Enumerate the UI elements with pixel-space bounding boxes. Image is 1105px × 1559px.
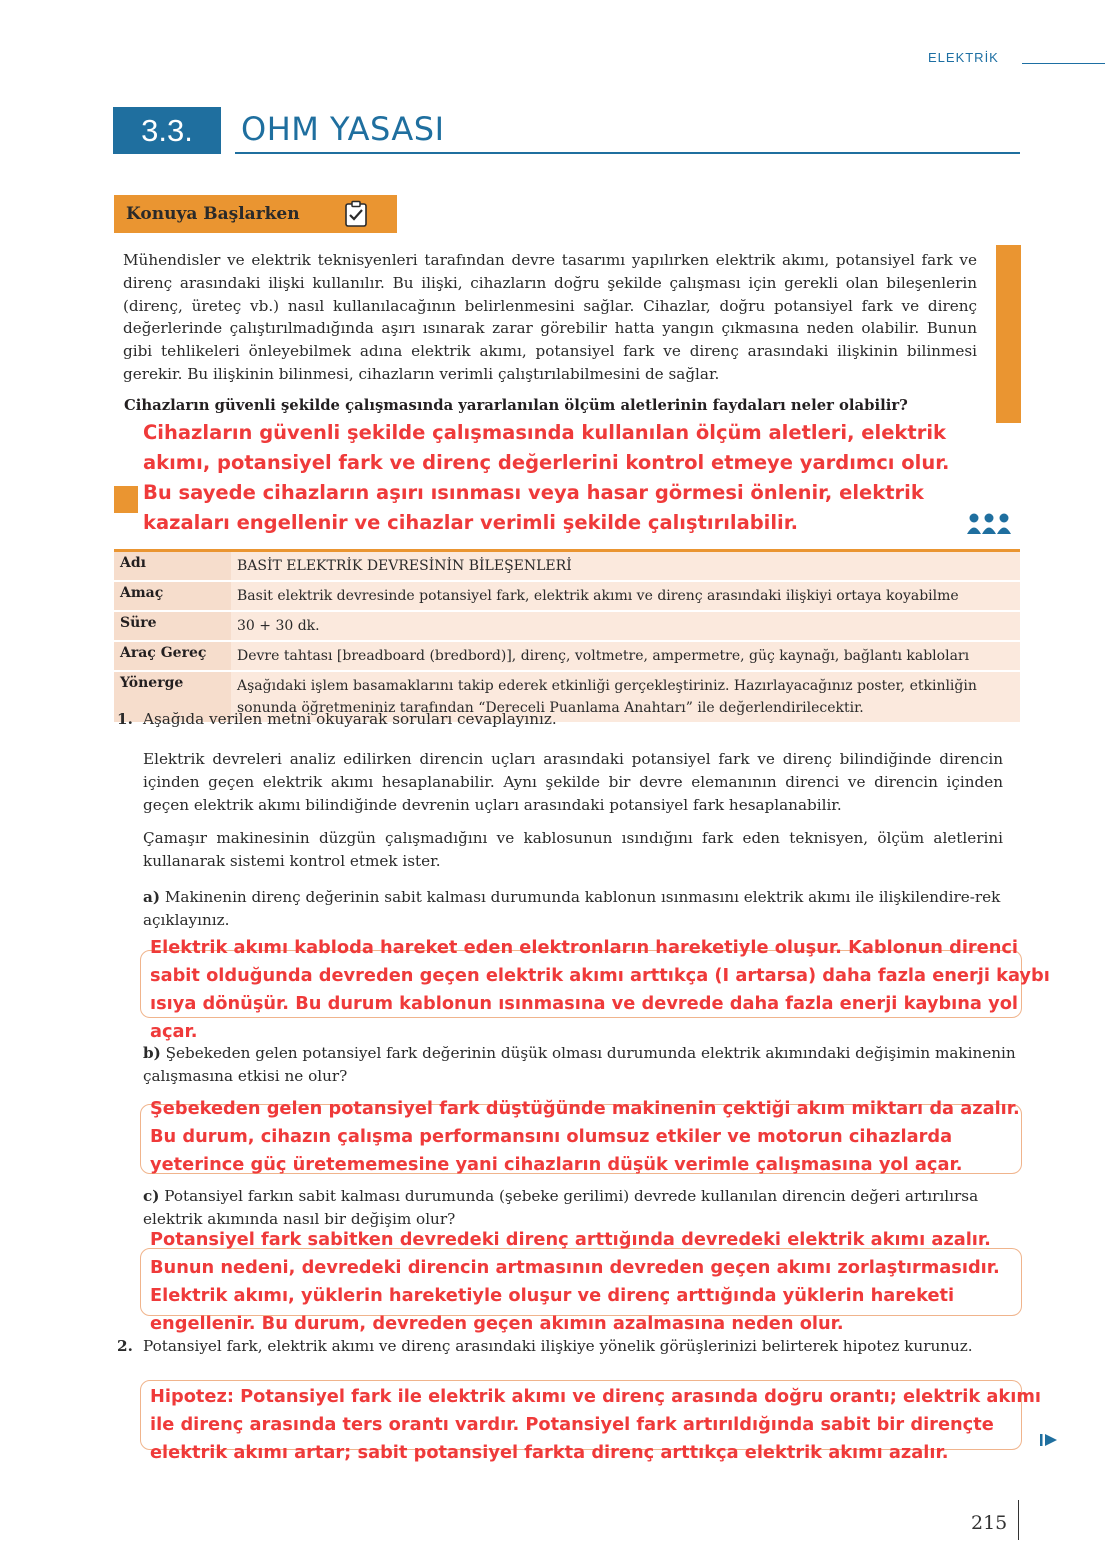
answer-a: Elektrik akımı kabloda hareket eden elektronların hareketiyle oluşur. Kablonun direnci sabit olduğunda devreden geçen elektrik akımı arttıkça (I artarsa) daha fazla enerji kaybı ısıya dönüşür. Bu durum kablonun ısınmasına ve devrede daha fazla enerji kaybına yol açar. [150, 937, 1050, 1042]
item-1-text: Elektrik devreleri analiz edilirken direncin uçları arasındaki potansiyel fark ve direnç bilindiğinde direncin içinden geçen elektrik akımı hesaplanabilir. Aynı şekilde bir devre elemanının direnci ve direncin içinden geçen elektrik akımı bilindiğinde devrenin uçları arasındaki potansiyel fark hesaplanabilir. [143, 750, 1003, 814]
page-number-rule [1018, 1500, 1019, 1540]
question-c-text: Potansiyel farkın sabit kalması durumunda (şebeke gerilimi) devrede kullanılan direncin değeri artırılırsa elektrik akımında nasıl bir değişim olur? [143, 1187, 979, 1228]
table-value: 30 + 30 dk. [231, 611, 1020, 641]
table-key: Amaç [114, 581, 231, 611]
table-value: Basit elektrik devresinde potansiyel fark, elektrik akımı ve direnç arasındaki ilişkiyi ortaya koyabilme [231, 581, 1020, 611]
activity-marker [114, 486, 138, 513]
item-2-instruction: Potansiyel fark, elektrik akımı ve direnç arasındaki ilişkiye yönelik görüşlerinizi belirterek hipotez kurunuz. [143, 1337, 973, 1355]
intro-banner-label: Konuya Başlarken [126, 204, 300, 224]
section-title: OHM YASASI [241, 110, 445, 148]
question-a-label: a) [143, 888, 161, 906]
running-head: ELEKTRİK [928, 50, 999, 65]
activity-table [114, 549, 1020, 724]
intro-answer: Cihazların güvenli şekilde çalışmasında kullanılan ölçüm aletleri, elektrik akımı, potansiyel fark ve direnç değerlerini kontrol etmeye yardımcı olur. Bu sayede cihazların aşırı ısınması veya hasar görmesi önlenir, elektrik kazaları engellenir ve cihazlar verimli şekilde çalıştırılabilir. [143, 421, 950, 534]
question-a [143, 886, 1023, 931]
table-row [114, 641, 1020, 671]
table-key: Araç Gereç [114, 641, 231, 671]
group-people-icon [966, 511, 1012, 535]
table-row [114, 581, 1020, 611]
side-accent-bar [996, 245, 1021, 423]
table-row [114, 551, 1020, 582]
section-number: 3.3. [113, 107, 221, 154]
table-row [114, 611, 1020, 641]
question-c-label: c) [143, 1187, 160, 1205]
section-title-rule [235, 152, 1020, 154]
table-key: Yönerge [114, 671, 231, 723]
item-1-instruction: Aşağıda verilen metni okuyarak soruları cevaplayınız. [143, 710, 557, 728]
answer-c: Potansiyel fark sabitken devredeki direnç arttığında devredeki elektrik akımı azalır. Bunun nedeni, devredeki direncin artmasının devreden geçen akımı zorlaştırmasıdır. Elektrik akımı, yüklerin hareketiyle oluşur ve direnç arttığında yüklerin hareketi engellenir. Bu durum, devreden geçen akımın azalmasına neden olur. [150, 1229, 1000, 1334]
question-b-text: Şebekeden gelen potansiyel fark değerinin düşük olması durumunda elektrik akımındaki değişimin makinenin çalışmasına etkisi ne olur? [143, 1044, 1016, 1085]
next-arrow-icon[interactable] [1040, 1432, 1060, 1448]
question-b [143, 1042, 1023, 1087]
item-1-text-2: Çamaşır makinesinin düzgün çalışmadığını ve kablosunun ısındığını fark eden teknisyen, ölçüm aletlerini kullanarak sistemi kontrol etmek ister. [143, 829, 1003, 870]
intro-banner [114, 195, 397, 233]
question-b-label: b) [143, 1044, 161, 1062]
running-head-rule [1022, 63, 1105, 64]
intro-question: Cihazların güvenli şekilde çalışmasında yararlanılan ölçüm aletlerinin faydaları neler olabilir? [124, 397, 908, 414]
question-a-text: Makinenin direnç değerinin sabit kalması durumunda kablonun ısınmasını elektrik akımı ile ilişkilendire-rek açıklayınız. [143, 888, 1001, 929]
question-c [143, 1185, 1023, 1230]
table-key: Süre [114, 611, 231, 641]
answer-b: Şebekeden gelen potansiyel fark düştüğünde makinenin çektiği akım miktarı da azalır. Bu durum, cihazın çalışma performansını olumsuz etkiler ve motorun cihazlarda yeterince güç üretememesine yani cihazların düşük verimle çalışmasına yol açar. [150, 1098, 1020, 1175]
intro-paragraph: Mühendisler ve elektrik teknisyenleri tarafından devre tasarımı yapılırken elektrik akımı, potansiyel fark ve direnç arasındaki ilişki kullanılır. Bu ilişki, cihazların doğru şekilde çalışması için gerekli olan bileşenlerin (direnç, üreteç vb.) nasıl kullanılacağının belirlenmesini sağlar. Cihazlar, doğru potansiyel fark ve direnç değerlerinde çalıştırılmadığında aşırı ısınarak zarar görebilir hatta yangın çıkmasına neden olabilir. Bunun gibi tehlikeleri önleyebilmek adına elektrik akımı, potansiyel fark ve direnç arasındaki ilişkinin bilinmesi gerekir. Bu ilişkinin bilinmesi, cihazların verimli çalıştırılabilmesini de sağlar. [123, 251, 977, 383]
item-1-number: 1. [117, 710, 133, 728]
clipboard-check-icon [341, 199, 371, 229]
page-number: 215 [971, 1512, 1008, 1534]
table-key: Adı [114, 551, 231, 582]
answer-2: Hipotez: Potansiyel fark ile elektrik akımı ve direnç arasında doğru orantı; elektrik akımı ile direnç arasında ters orantı vardır. Potansiyel fark artırıldığında sabit bir dirençte elektrik akımı artar; sabit potansiyel farkta direnç arttıkça elektrik akımı azalır. [150, 1386, 1041, 1463]
table-value: Aşağıdaki işlem basamaklarını takip ederek etkinliği gerçekleştiriniz. Hazırlayacağınız poster, etkinliğin sonunda öğretmeniniz tarafından “Dereceli Puanlama Anahtarı” ile değerlendirilecektir. [231, 671, 1020, 723]
table-value: BASİT ELEKTRİK DEVRESİNİN BİLEŞENLERİ [231, 551, 1020, 582]
item-2-number: 2. [117, 1337, 133, 1355]
table-value: Devre tahtası [breadboard (bredbord)], direnç, voltmetre, ampermetre, güç kaynağı, bağlantı kabloları [231, 641, 1020, 671]
